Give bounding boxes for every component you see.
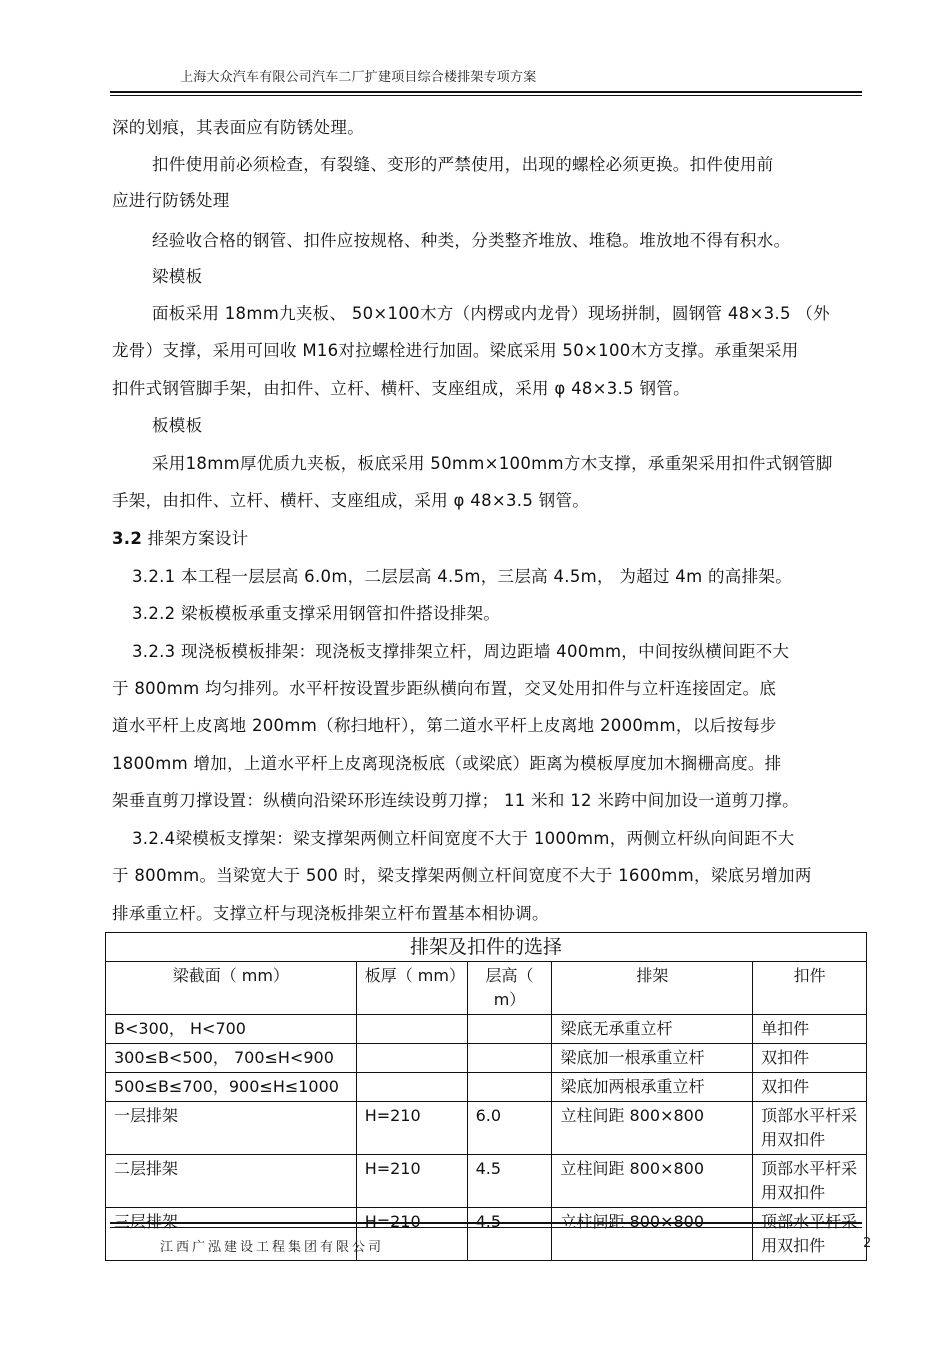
table-row <box>106 1044 867 1073</box>
body-line: 3.2.2 梁板模板承重支撑采用钢管扣件搭设排架。 <box>132 604 501 623</box>
header-rule <box>110 91 862 93</box>
table-cell: H=210 <box>356 1155 467 1208</box>
table-cell: 顶部水平杆采用双扣件 <box>753 1102 867 1155</box>
table-cell: 立柱间距 800×800 <box>552 1102 753 1155</box>
table-cell <box>356 1073 467 1102</box>
table-cell: 梁底加两根承重立杆 <box>552 1073 753 1102</box>
footer-company: 江西广泓建设工程集团有限公司 <box>160 1240 385 1255</box>
table-row <box>106 1102 867 1155</box>
table-cell <box>467 1073 552 1102</box>
table-cell: 二层排架 <box>106 1155 357 1208</box>
subheading-slab-formwork: 板模板 <box>152 416 203 435</box>
table-cell: 双扣件 <box>753 1073 867 1102</box>
body-line: 扣件使用前必须检查，有裂缝、变形的严禁使用，出现的螺栓必须更换。扣件使用前 <box>152 155 774 174</box>
selection-table <box>105 932 867 1261</box>
table-cell <box>552 1208 753 1261</box>
body-line: 经验收合格的钢管、扣件应按规格、种类，分类整齐堆放、堆稳。堆放地不得有积水。 <box>152 231 791 250</box>
body-line: 道水平杆上皮离地 200mm（称扫地杆），第二道水平杆上皮离地 2000mm，以后按每步 <box>112 716 777 735</box>
table-cell <box>356 1044 467 1073</box>
page-header-title: 上海大众汽车有限公司汽车二厂扩建项目综合楼排架专项方案 <box>180 70 537 85</box>
table-cell: B<300， H<700 <box>106 1015 357 1044</box>
section-heading <box>112 525 249 549</box>
body-line: 采用18mm厚优质九夹板，板底采用 50mm×100mm方木支撑，承重架采用扣件式钢管脚 <box>152 454 833 473</box>
header-beam-section: 梁截面（ mm） <box>106 962 357 1015</box>
header-fastener: 扣件 <box>753 962 867 1015</box>
section-number: 3.2 <box>112 529 143 548</box>
body-line: 手架，由扣件、立杆、横杆、支座组成，采用 φ 48×3.5 钢管。 <box>112 491 590 510</box>
table-cell: H=210 <box>356 1102 467 1155</box>
subheading-beam-formwork: 梁模板 <box>152 267 203 286</box>
body-line: 3.2.1 本工程一层层高 6.0m，二层层高 4.5m，三层高 4.5m， 为超过 4m 的高排架。 <box>132 567 793 586</box>
table-row <box>106 1155 867 1208</box>
table-cell: 梁底无承重立杆 <box>552 1015 753 1044</box>
body-line: 面板采用 18mm九夹板、 50×100木方（内楞或内龙骨）现场拼制，圆钢管 48×3.5 （外 <box>152 304 830 323</box>
table-cell <box>467 1015 552 1044</box>
header-slab-thickness: 板厚（ mm） <box>356 962 467 1015</box>
header-floor-height: 层高（ m） <box>467 962 552 1015</box>
table-cell: 6.0 <box>467 1102 552 1155</box>
table-cell: 用双扣件 <box>753 1208 867 1261</box>
table-cell: 4.5 <box>467 1155 552 1208</box>
table-cell: 双扣件 <box>753 1044 867 1073</box>
table-cell <box>467 1208 552 1261</box>
body-line: 深的划痕，其表面应有防锈处理。 <box>112 118 364 137</box>
table-cell: 300≤B<500， 700≤H<900 <box>106 1044 357 1073</box>
body-line: 于 800mm 均匀排列。水平杆按设置步距纵横向布置，交叉处用扣件与立杆连接固定。底 <box>112 679 777 698</box>
body-line: 3.2.4梁模板支撑架：梁支撑架两侧立杆间宽度不大于 1000mm，两侧立杆纵向间距不大 <box>132 829 795 848</box>
table-cell: 立柱间距 800×800 <box>552 1155 753 1208</box>
table-cell <box>356 1015 467 1044</box>
table-cell: 顶部水平杆采用双扣件 <box>753 1155 867 1208</box>
table-cell <box>467 1044 552 1073</box>
table-caption: 排架及扣件的选择 <box>106 933 867 962</box>
body-line: 3.2.3 现浇板模板排架：现浇板支撑排架立杆，周边距墙 400mm，中间按纵横间距不大 <box>132 642 790 661</box>
header-scaffold: 排架 <box>552 962 753 1015</box>
table-header-row <box>106 962 867 1015</box>
body-line: 1800mm 增加，上道水平杆上皮离现浇板底（或梁底）距离为模板厚度加木搁栅高度。排 <box>112 754 782 773</box>
footer-rule-thin <box>110 1227 862 1228</box>
table-cell: 单扣件 <box>753 1015 867 1044</box>
body-line: 扣件式钢管脚手架，由扣件、立杆、横杆、支座组成，采用 φ 48×3.5 钢管。 <box>112 379 690 398</box>
page-number: 2 <box>863 1236 872 1251</box>
table-cell: 500≤B≤700，900≤H≤1000 <box>106 1073 357 1102</box>
table-cell: 一层排架 <box>106 1102 357 1155</box>
body-line: 应进行防锈处理 <box>112 191 230 210</box>
body-line: 架垂直剪刀撑设置：纵横向沿梁环形连续设剪刀撑； 11 米和 12 米跨中间加设一道剪刀撑。 <box>112 791 799 810</box>
table-cell: 梁底加一根承重立杆 <box>552 1044 753 1073</box>
body-line: 于 800mm。当梁宽大于 500 时，梁支撑架两侧立杆间宽度不大于 1600mm，梁底另增加两 <box>112 866 812 885</box>
table-row <box>106 1015 867 1044</box>
body-line: 排承重立杆。支撑立杆与现浇板排架立杆布置基本相协调。 <box>112 904 549 923</box>
body-line: 龙骨）支撑，采用可回收 M16对拉螺栓进行加固。梁底采用 50×100木方支撑。承重架采用 <box>112 341 799 360</box>
section-title: 排架方案设计 <box>142 529 249 548</box>
header-rule-thin <box>110 95 862 96</box>
footer-rule <box>110 1222 862 1224</box>
table-row <box>106 1073 867 1102</box>
